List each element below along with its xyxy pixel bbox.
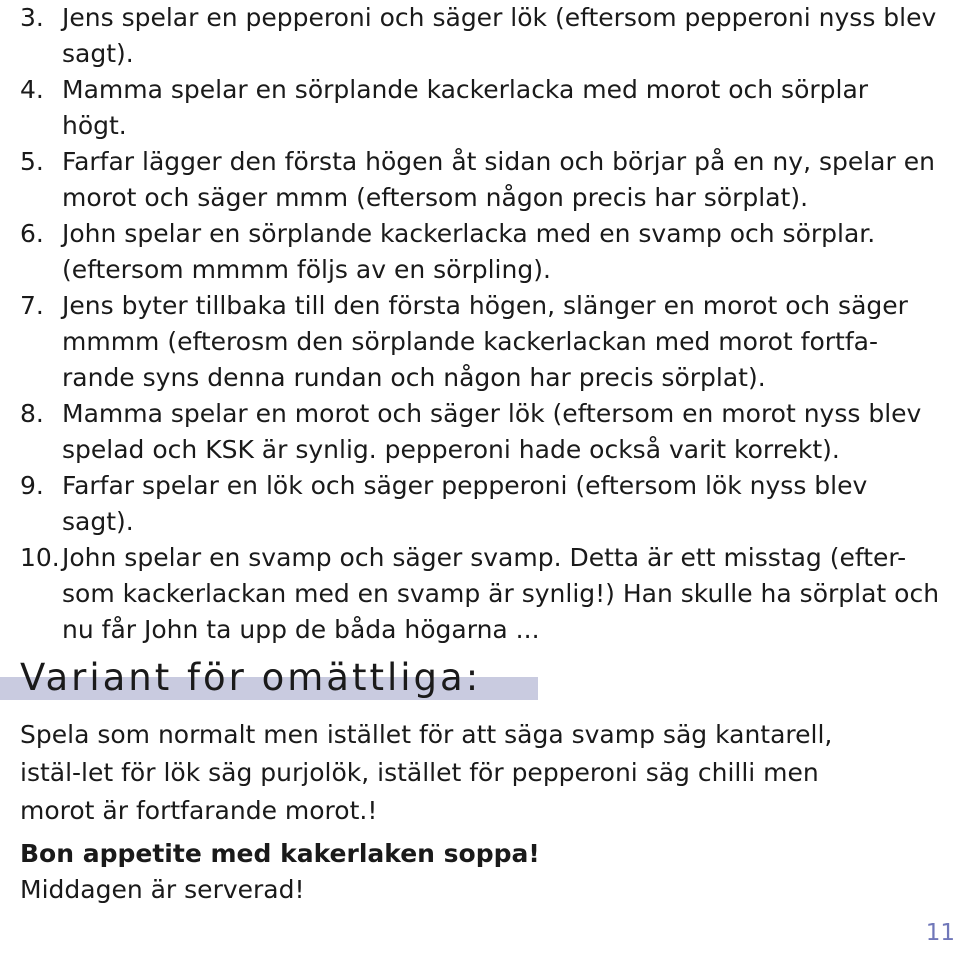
step-text: Jens spelar en pepperoni och säger lök (eftersom pepperoni nyss blev sagt).: [62, 3, 937, 68]
step-text: John spelar en svamp och säger svamp. Detta är ett misstag (efter-som kackerlackan med en svamp är synlig!) Han skulle ha sörplat och nu får John ta upp de båda högarna ...: [62, 543, 940, 644]
step-item: [20, 396, 940, 468]
step-item: [20, 0, 940, 72]
step-number: 7.: [20, 291, 44, 320]
step-text: Mamma spelar en sörplande kackerlacka med morot och sörplar högt.: [62, 75, 869, 140]
step-number: 10.: [20, 543, 60, 572]
variant-title: Variant för omättliga:: [20, 656, 482, 699]
step-item: [20, 468, 940, 540]
step-number: 8.: [20, 399, 44, 428]
step-item: [20, 288, 940, 396]
step-number: 5.: [20, 147, 44, 176]
step-text: John spelar en sörplande kackerlacka med en svamp och sörplar. (eftersom mmmm följs av en sörpling).: [62, 219, 876, 284]
step-text: Farfar spelar en lök och säger pepperoni (eftersom lök nyss blev sagt).: [62, 471, 868, 536]
step-number: 4.: [20, 75, 44, 104]
step-item: [20, 144, 940, 216]
game-step-list: [20, 0, 940, 648]
closing-line: Middagen är serverad!: [20, 875, 305, 904]
variant-description: Spela som normalt men istället för att säga svamp säg kantarell, istäl-let för lök säg purjolök, istället för pepperoni säg chilli men morot är fortfarande morot.!: [20, 720, 833, 825]
variant-section-header: [0, 645, 540, 707]
step-item: [20, 540, 940, 648]
step-text: Jens byter tillbaka till den första högen, slänger en morot och säger mmmm (efterosm den sörplande kackerlackan med morot fortfa-rande syns denna rundan och någon har precis sörplat).: [62, 291, 908, 392]
step-item: [20, 72, 940, 144]
step-text: Mamma spelar en morot och säger lök (eftersom en morot nyss blev spelad och KSK är synlig. pepperoni hade också varit korrekt).: [62, 399, 922, 464]
step-text: Farfar lägger den första högen åt sidan och börjar på en ny, spelar en morot och säger mmm (eftersom någon precis har sörplat).: [62, 147, 935, 212]
step-item: [20, 216, 940, 288]
closing-bold-line: Bon appetite med kakerlaken soppa!: [20, 839, 540, 868]
page-number: 11: [925, 920, 955, 946]
step-number: 3.: [20, 3, 44, 32]
step-number: 6.: [20, 219, 44, 248]
step-number: 9.: [20, 471, 44, 500]
